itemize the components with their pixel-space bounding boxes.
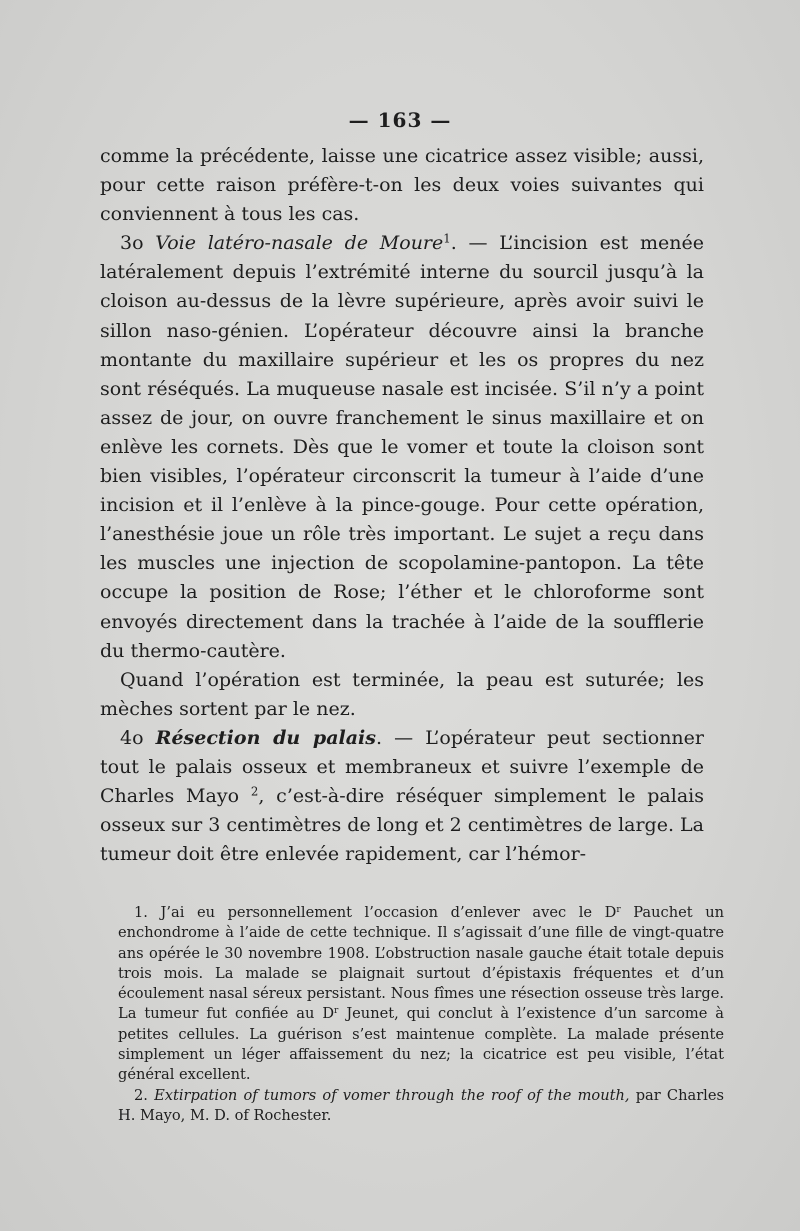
paragraph-continuation: comme la précédente, laisse une cicatrice assez visible; aussi, pour cette raison préfère-t-on les deux voies suivantes qui conviennent à tous les cas.: [100, 145, 704, 226]
paragraph-suture: Quand l’opération est terminée, la peau est suturée; les mèches sortent par le nez.: [100, 668, 704, 720]
main-text: [100, 142, 704, 869]
paragraph-resection-text-a: . — L’opérateur peut sectionner tout le palais osseux et membraneux et suivre l’exemple de Charles Mayo: [100, 726, 704, 808]
footnote-ref-2: 2: [250, 784, 259, 799]
page-number: — 163 —: [348, 108, 452, 132]
paragraph-resection-text-b: , c’est-à-dire réséquer simplement le palais osseux sur 3 centimètres de long et 2 centimètres de large. La tumeur doit être enlevée rapidement, car l’hémor-: [100, 785, 704, 866]
footnotes: [118, 903, 724, 1126]
section-title-voie-latero-nasale: Voie latéro-nasale de Moure: [155, 232, 444, 255]
footnote-1: 1. J’ai eu personnellement l’occasion d’enlever avec le $D^r$ Pauchet un enchondrome à l’aide de cette technique. Il s’agissait d’une fille de vingt-quatre ans opérée le 30 novembre 1908. L’obstruction nasale gauche était totale depuis trois mois. La malade se plaignait surtout d’épistaxis fréquentes et d’un écoulement nasal séreux persistant. Nous fîmes une résection osseuse très large. La tumeur fut confiée au $D^r$ Jeunet, qui conclut à l’existence d’un sarcome à petites cellules. La guérison s’est maintenue complète. La malade présente simplement un léger affaissement du nez; la cicatrice est peu visible, l’état général excellent.: [118, 904, 725, 1084]
section-number-4: 4o: [120, 726, 156, 749]
section-number-3: 3o: [120, 232, 156, 255]
section-title-resection-palais: Résection du palais: [155, 726, 376, 749]
paragraph-voie-latero-nasale-text: . — L’incision est menée latéralement depuis l’extrémité interne du sourcil jusqu’à la cloison au-dessus de la lèvre supérieure, après avoir suivi le sillon naso-génien. L’opérateur découvre ainsi la branche montante du maxillaire supérieur et les os propres du nez sont réséqués. La muqueuse nasale est incisée. S’il n’y a point assez de jour, on ouvre franchement le sinus maxillaire et on enlève les cornets. Dès que le vomer et toute la cloison sont bien visibles, l’opérateur circonscrit la tumeur à l’aide d’une incision et il l’enlève à la pince-gouge. Pour cette opération, l’anesthésie joue un rôle très important. Le sujet a reçu dans les muscles une injection de scopolamine-pantopon. La tête occupe la position de Rose; l’éther et le chloroforme sont envoyés directement dans la trachée à l’aide de la soufflerie du thermo-cautère.: [100, 232, 704, 662]
paragraph-resection-palais: [100, 724, 704, 869]
footnote-ref-1: 1: [443, 231, 451, 246]
footnote-2: 2. Extirpation of tumors of vomer through the roof of the mouth, par Charles H. Mayo, M. D. of Rochester.: [118, 1086, 724, 1124]
paragraph-voie-latero-nasale: [100, 229, 704, 665]
footnote-2-title: Extirpation of tumors of vomer through the roof of the mouth,: [154, 1086, 630, 1104]
